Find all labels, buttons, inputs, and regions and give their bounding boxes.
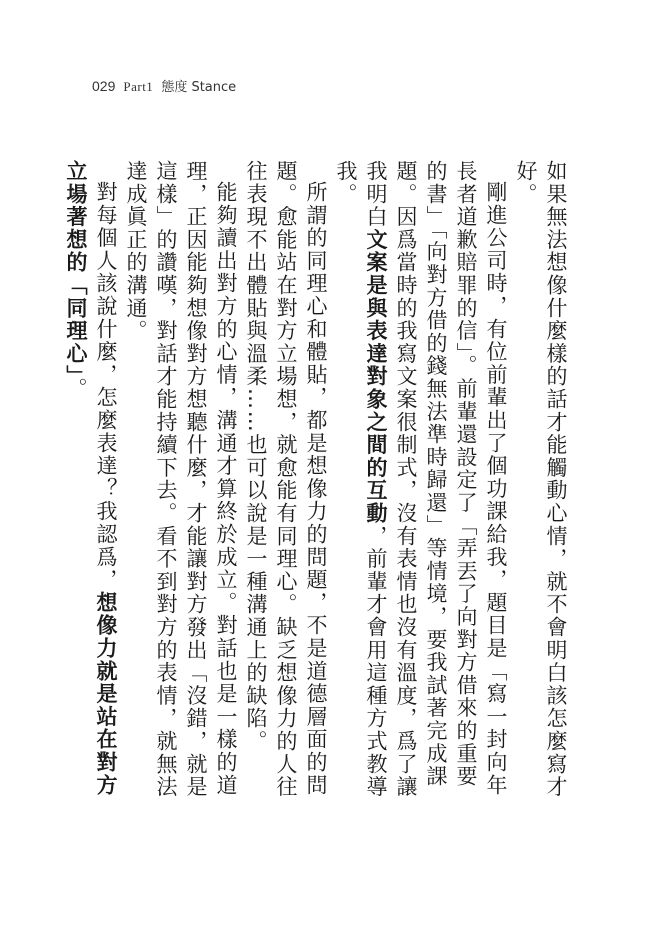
chapter-title: 態度 Stance	[161, 80, 237, 95]
bold-text-run: 想像力就是站在對方立場著想的「同理心」	[64, 160, 118, 797]
paragraph-5	[61, 160, 121, 800]
bold-text-run: 文案是與表達對象之間的互動	[364, 228, 388, 525]
text-run: 所謂的同理心和體貼，都是想像力的問題，不是道德層面的問題。愈能站在對方立場想，就愈能有同理心。缺乏想像力的人往往表現不出體貼與溫柔……也可以說是一種溝通上的缺陷。	[244, 160, 328, 799]
text-run: 。	[64, 377, 88, 401]
text-run: 對每個人該說什麼，怎麼表達？我認爲，	[94, 181, 118, 592]
text-run: 如果無法想像什麼樣的話才能觸動心情，就不會明白該怎麼寫才好。	[514, 160, 568, 799]
paragraph-2	[331, 160, 511, 800]
text-run: 能夠讀出對方的心情，溝通才算終於成立。對話也是一樣的道理，正因能夠想像對方想聽什麼，才能讓對方發出「沒錯，就是這樣」的讚嘆，對話才能持續下去。看不到對方的表情，就無法達成眞正的溝通。	[124, 160, 238, 799]
vertical-body-text	[61, 160, 571, 800]
running-header	[92, 76, 236, 95]
paragraph-4	[121, 160, 241, 800]
part-label: Part1	[123, 79, 154, 94]
paragraph-3	[241, 160, 331, 800]
paragraph-1	[511, 160, 571, 800]
page-number: 029	[92, 78, 116, 94]
text-run: ，前輩才會用這種方式教導我。	[334, 160, 388, 799]
text-run: 剛進公司時，有位前輩出了個功課給我，題目是「寫一封向年長者道歉賠罪的信」。前輩還設定了「弄丟了向對方借來的重要的書」「向對方借的錢無法準時歸還」等情境，要我試著完成課題。因爲當時的我寫文案很制式，沒有表情也沒有溫度，爲了讓我明白	[364, 160, 508, 799]
